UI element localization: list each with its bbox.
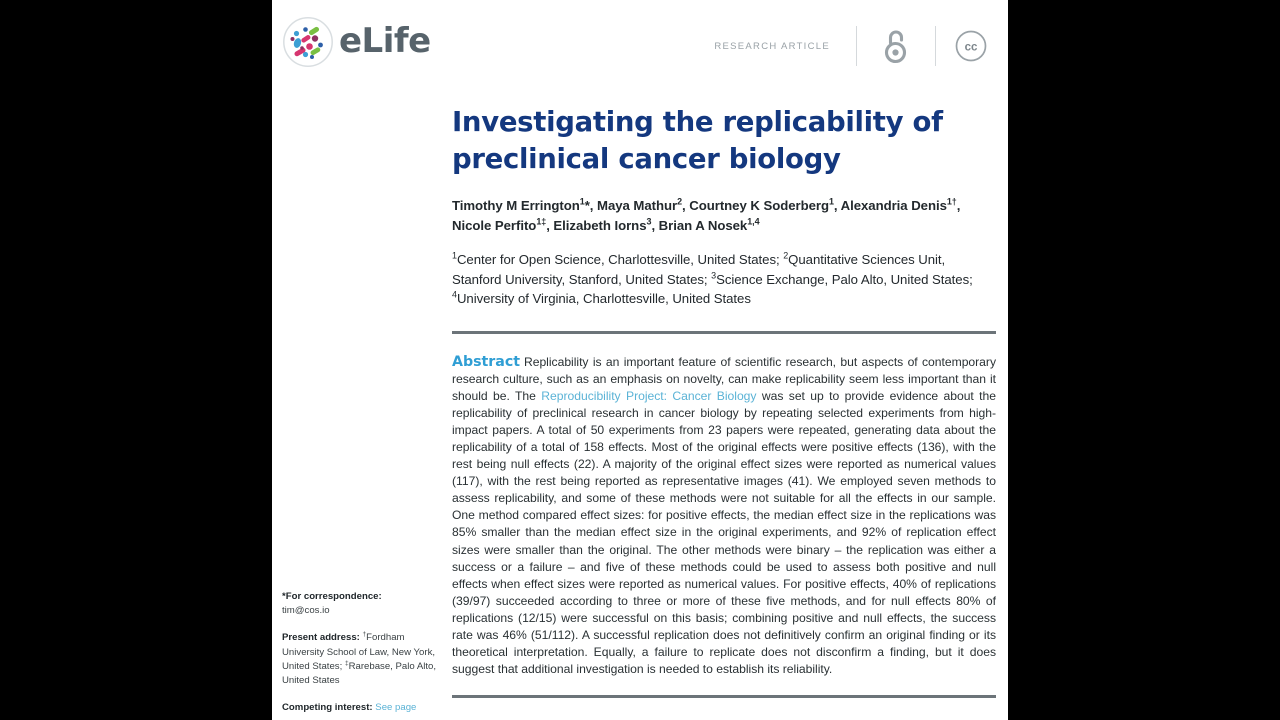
- svg-text:cc: cc: [964, 41, 978, 54]
- competing-interest-link[interactable]: See page: [375, 702, 417, 714]
- abstract-text-part1: Replicability is an important feature of scientific research, but aspects of contemporary research culture, such as an emphasis on novelty, can make replicability seem less important than it should be. The: [452, 354, 996, 403]
- divider-above-abstract: [452, 331, 996, 334]
- rpcb-link[interactable]: Reproducibility Project: Cancer Biology: [541, 388, 757, 403]
- correspondence-email[interactable]: tim@cos.io: [282, 605, 330, 617]
- competing-interest-label: Competing interest:: [282, 702, 373, 714]
- present-address-note: [282, 631, 444, 688]
- present-address-label: Present address:: [282, 632, 360, 644]
- article-content: [452, 104, 996, 698]
- creative-commons-icon: [954, 29, 988, 63]
- header-meta-group: [714, 26, 1008, 66]
- article-type-label: RESEARCH ARTICLE: [714, 40, 830, 52]
- author-list: Timothy M Errington$^1$*, Maya Mathur$^2$, Courtney K Soderberg$^1$, Alexandria Denis$^{1\dagger}$, Nicole Perfito$^{1\ddagger}$, Elizabeth Iorns$^3$, Brian A Nosek$^{1,4}$: [452, 196, 961, 233]
- abstract-text-part2: was set up to provide evidence about the replicability of preclinical research in cancer biology by repeating selected experiments from high-impact papers. A total of 50 experiments from 23 papers were repeated, generating data about the replicability of a total of 158 effects. Most of the original effects were positive effects (136), with the rest being null effects (22). A majority of the original effect sizes were reported as numerical values (117), with the rest being reported as representative images (41). We employed seven methods to assess replicability, and some of these methods were not suitable for all the effects in our sample. One method compared effect sizes: for positive effects, the median effect size in the replications was 85% smaller than the median effect size in the original experiments, and 92% of replication effect sizes were smaller than the original. The other methods were binary – the replication was either a success or a failure – and five of these methods could be used to assess both positive and null effects when effect sizes were reported as numerical values. For positive effects, 40% of replications (39/97) succeeded according to three or more of these five methods, and for null effects 80% of replications (12/15) were successful on this basis; combining positive and null effects, the success rate was 46% (51/112). A successful replication does not definitively confirm an original finding or its theoretical interpretation. Equally, a failure to replicate does not disconfirm a finding, but it does suggest that additional investigation is needed to establish its reliability.: [452, 388, 996, 677]
- abstract-section: [452, 354, 996, 679]
- gutter-notes: [282, 590, 444, 715]
- correspondence-note: [282, 590, 444, 618]
- open-access-badge[interactable]: [857, 26, 935, 66]
- abstract-heading: Abstract: [452, 353, 520, 370]
- correspondence-label: *For correspondence:: [282, 591, 382, 602]
- site-masthead: [272, 0, 1008, 88]
- elife-wordmark: eLife: [339, 21, 431, 61]
- license-badge[interactable]: [936, 26, 1008, 66]
- competing-interest-note: [282, 701, 444, 715]
- divider-below-abstract: [452, 695, 996, 698]
- elife-logo-icon: [282, 16, 334, 68]
- elife-brand[interactable]: [282, 16, 431, 68]
- affiliation-list: $^1$Center for Open Science, Charlottesville, United States; $^2$Quantitative Sciences Unit, Stanford University, Stanford, United States; $^3$Science Exchange, Palo Alto, United States; $^4$University of Virginia, Charlottesville, United States: [452, 250, 973, 306]
- present-address-text: †Fordham University School of Law, New York, United States; ‡Rarebase, Palo Alto, United States: [282, 631, 437, 687]
- article-page: [272, 0, 1008, 720]
- page-title: Investigating the replicability of preclinical cancer biology: [452, 106, 943, 175]
- open-access-lock-icon: [881, 27, 911, 65]
